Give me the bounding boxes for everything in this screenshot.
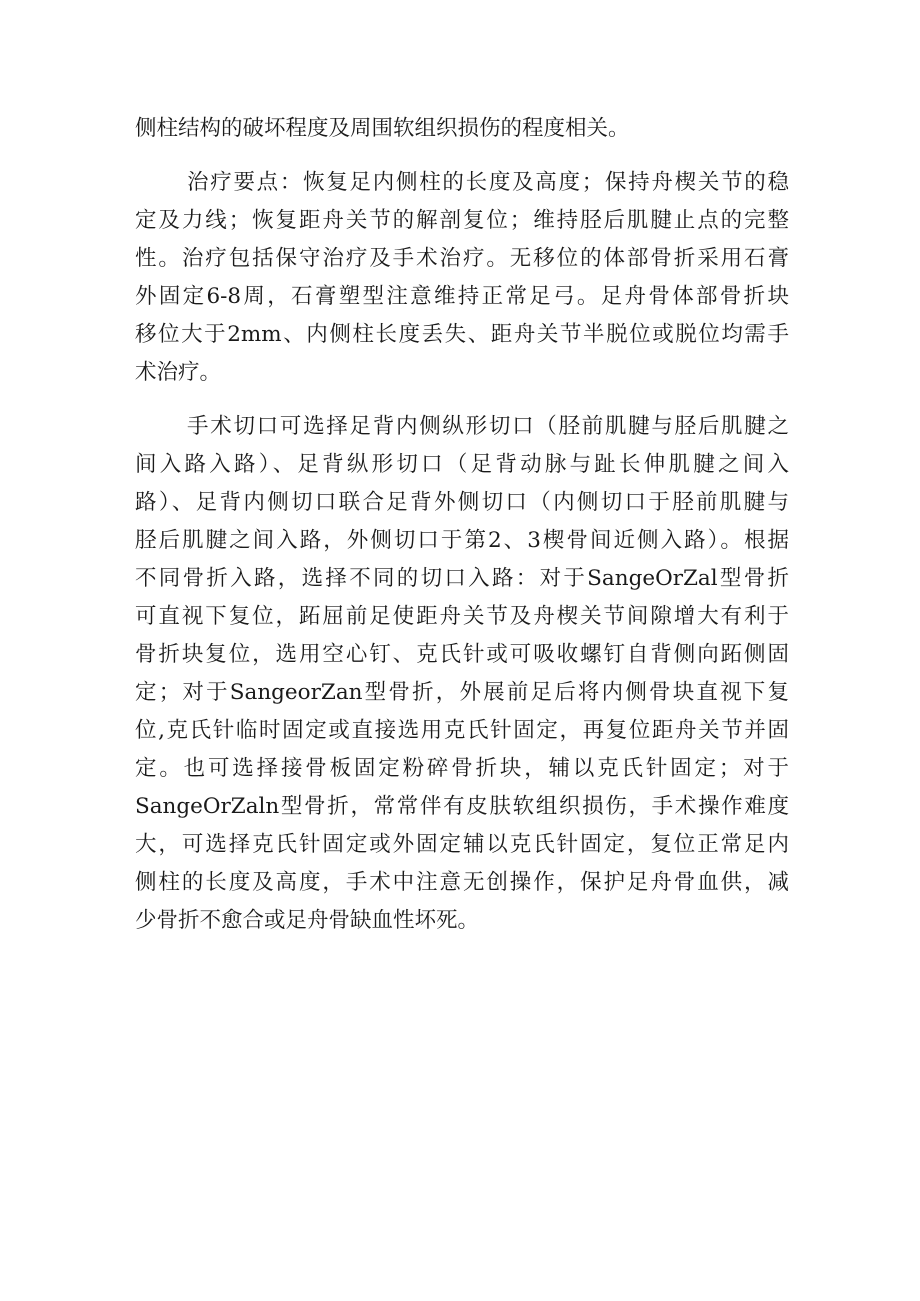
text-line: 外固定6-8周，石膏塑型注意维持正常足弓。足舟骨体部骨折块 (135, 284, 789, 309)
text-line: 移位大于2mm、内侧柱长度丢失、距舟关节半脱位或脱位均需手 (135, 322, 789, 347)
text-line: 定；对于SangeorZan型骨折，外展前足后将内侧骨块直视下复 (135, 680, 789, 705)
text-line: SangeOrZaln型骨折，常常伴有皮肤软组织损伤，手术操作难度 (135, 794, 789, 819)
text-line: 间入路入路）、足背纵形切口（足背动脉与趾长伸肌腱之间入 (135, 452, 789, 477)
text-line: 不同骨折入路，选择不同的切口入路：对于SangeOrZal型骨折 (135, 566, 789, 591)
text-line: 治疗要点：恢复足内侧柱的长度及高度；保持舟楔关节的稳 (187, 170, 789, 195)
text-line: 可直视下复位，跖屈前足使距舟关节及舟楔关节间隙增大有利于 (135, 604, 789, 629)
text-line: 侧柱的长度及高度，手术中注意无创操作，保护足舟骨血供，减 (135, 870, 789, 895)
text-line: 术治疗。 (135, 360, 222, 385)
text-line: 定。也可选择接骨板固定粉碎骨折块，辅以克氏针固定；对于 (135, 756, 789, 781)
text-line: 胫后肌腱之间入路，外侧切口于第2、3楔骨间近侧入路）。根据 (135, 528, 789, 553)
text-line: 手术切口可选择足背内侧纵形切口（胫前肌腱与胫后肌腱之 (187, 414, 789, 439)
paragraph-1 (135, 110, 789, 148)
paragraph-3 (135, 408, 789, 940)
text-line: 定及力线；恢复距舟关节的解剖复位；维持胫后肌腱止点的完整 (135, 208, 789, 233)
text-line: 侧柱结构的破坏程度及周围软组织损伤的程度相关。 (135, 116, 630, 141)
text-line: 少骨折不愈合或足舟骨缺血性坏死。 (135, 908, 480, 933)
document-body (135, 110, 789, 940)
text-line: 路）、足背内侧切口联合足背外侧切口（内侧切口于胫前肌腱与 (135, 490, 789, 515)
text-line: 大，可选择克氏针固定或外固定辅以克氏针固定，复位正常足内 (135, 832, 789, 857)
text-line: 骨折块复位，选用空心钉、克氏针或可吸收螺钉自背侧向跖侧固 (135, 642, 789, 667)
paragraph-2 (135, 164, 789, 392)
text-line: 性。治疗包括保守治疗及手术治疗。无移位的体部骨折采用石膏 (135, 246, 789, 271)
text-line: 位,克氏针临时固定或直接选用克氏针固定，再复位距舟关节并固 (135, 718, 789, 743)
